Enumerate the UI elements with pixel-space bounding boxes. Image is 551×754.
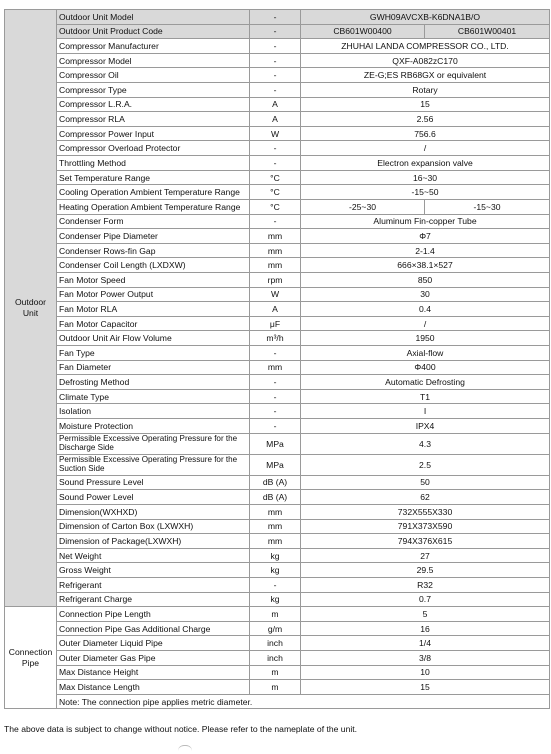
param-name: Defrosting Method xyxy=(57,375,250,390)
table-row xyxy=(5,141,550,156)
table-row xyxy=(5,185,550,200)
param-unit: m xyxy=(250,665,301,680)
param-value: 666×38.1×527 xyxy=(301,258,550,273)
param-unit: - xyxy=(250,83,301,98)
footnote: The above data is subject to change without notice. Please refer to the nameplate of the unit. xyxy=(4,724,358,734)
param-value: T1 xyxy=(301,389,550,404)
param-name: Condenser Form xyxy=(57,214,250,229)
param-value: 15 xyxy=(301,97,550,112)
param-name: Outdoor Unit Model xyxy=(57,10,250,25)
param-unit: A xyxy=(250,112,301,127)
param-name: Outdoor Unit Product Code xyxy=(57,24,250,39)
table-row xyxy=(5,548,550,563)
table-row xyxy=(5,243,550,258)
param-unit: dB (A) xyxy=(250,490,301,505)
param-unit: °C xyxy=(250,170,301,185)
param-unit: m xyxy=(250,607,301,622)
param-value: 4.3 xyxy=(301,433,550,454)
param-unit: m³/h xyxy=(250,331,301,346)
param-value: I xyxy=(301,404,550,419)
param-name: Permissible Excessive Operating Pressure for the Discharge Side xyxy=(57,433,250,454)
table-row xyxy=(5,577,550,592)
table-row xyxy=(5,214,550,229)
param-value: GWH09AVCXB-K6DNA1B/O xyxy=(301,10,550,25)
param-name: Sound Power Level xyxy=(57,490,250,505)
param-value: QXF-A082zC170 xyxy=(301,53,550,68)
param-unit: A xyxy=(250,302,301,317)
param-unit: - xyxy=(250,389,301,404)
table-row xyxy=(5,126,550,141)
param-unit: inch xyxy=(250,650,301,665)
param-name: Compressor RLA xyxy=(57,112,250,127)
group-label: Outdoor Unit xyxy=(5,10,57,607)
param-unit: dB (A) xyxy=(250,475,301,490)
table-row xyxy=(5,156,550,171)
param-name: Max Distance Height xyxy=(57,665,250,680)
param-value: Φ400 xyxy=(301,360,550,375)
param-value: 791X373X590 xyxy=(301,519,550,534)
param-name: Sound Pressure Level xyxy=(57,475,250,490)
param-value: 2-1.4 xyxy=(301,243,550,258)
table-row xyxy=(5,97,550,112)
param-name: Fan Diameter xyxy=(57,360,250,375)
param-name: Net Weight xyxy=(57,548,250,563)
param-name: Fan Motor RLA xyxy=(57,302,250,317)
table-row xyxy=(5,454,550,475)
table-row xyxy=(5,404,550,419)
table-row xyxy=(5,83,550,98)
spec-table-body xyxy=(5,10,550,709)
table-row xyxy=(5,680,550,695)
table-row xyxy=(5,592,550,607)
param-name: Gross Weight xyxy=(57,563,250,578)
param-name: Set Temperature Range xyxy=(57,170,250,185)
param-unit: W xyxy=(250,126,301,141)
param-unit: - xyxy=(250,53,301,68)
param-value: 850 xyxy=(301,272,550,287)
table-row xyxy=(5,621,550,636)
param-value: 30 xyxy=(301,287,550,302)
param-name: Fan Motor Speed xyxy=(57,272,250,287)
param-unit: - xyxy=(250,10,301,25)
param-unit: - xyxy=(250,346,301,361)
table-row xyxy=(5,346,550,361)
param-value: 0.7 xyxy=(301,592,550,607)
param-value: -25~30 xyxy=(301,199,425,214)
param-unit: m xyxy=(250,680,301,695)
param-value: 15 xyxy=(301,680,550,695)
param-unit: mm xyxy=(250,243,301,258)
param-unit: - xyxy=(250,577,301,592)
spec-table xyxy=(4,9,550,709)
param-value: 10 xyxy=(301,665,550,680)
param-value: CB601W00401 xyxy=(425,24,550,39)
param-value: Aluminum Fin-copper Tube xyxy=(301,214,550,229)
table-row xyxy=(5,563,550,578)
table-row xyxy=(5,112,550,127)
table-row xyxy=(5,272,550,287)
param-value: 2.56 xyxy=(301,112,550,127)
param-value: -15~50 xyxy=(301,185,550,200)
table-row xyxy=(5,316,550,331)
param-unit: °C xyxy=(250,185,301,200)
param-unit: - xyxy=(250,141,301,156)
param-value: 1950 xyxy=(301,331,550,346)
param-name: Dimension(WXHXD) xyxy=(57,504,250,519)
table-row xyxy=(5,302,550,317)
param-name: Condenser Pipe Diameter xyxy=(57,229,250,244)
param-value: 16 xyxy=(301,621,550,636)
param-value: R32 xyxy=(301,577,550,592)
param-unit: - xyxy=(250,375,301,390)
param-name: Connection Pipe Length xyxy=(57,607,250,622)
table-row xyxy=(5,694,550,709)
table-row xyxy=(5,636,550,651)
table-row xyxy=(5,287,550,302)
param-name: Compressor Type xyxy=(57,83,250,98)
param-unit: mm xyxy=(250,504,301,519)
param-value: 62 xyxy=(301,490,550,505)
table-row xyxy=(5,475,550,490)
table-row xyxy=(5,375,550,390)
param-unit: - xyxy=(250,404,301,419)
param-name: Max Distance Length xyxy=(57,680,250,695)
param-unit: μF xyxy=(250,316,301,331)
table-row xyxy=(5,419,550,434)
param-name: Dimension of Package(LXWXH) xyxy=(57,534,250,549)
param-name: Outer Diameter Liquid Pipe xyxy=(57,636,250,651)
group-label: Connection Pipe xyxy=(5,607,57,709)
param-name: Compressor Model xyxy=(57,53,250,68)
table-row xyxy=(5,39,550,54)
param-unit: kg xyxy=(250,548,301,563)
param-name: Compressor Oil xyxy=(57,68,250,83)
param-name: Fan Motor Power Output xyxy=(57,287,250,302)
param-name: Isolation xyxy=(57,404,250,419)
param-unit: MPa xyxy=(250,454,301,475)
param-value: 2.5 xyxy=(301,454,550,475)
param-value: 50 xyxy=(301,475,550,490)
table-row xyxy=(5,504,550,519)
param-unit: mm xyxy=(250,519,301,534)
param-value: 16~30 xyxy=(301,170,550,185)
param-name: Compressor Power Input xyxy=(57,126,250,141)
table-row xyxy=(5,389,550,404)
param-name: Permissible Excessive Operating Pressure for the Suction Side xyxy=(57,454,250,475)
param-name: Condenser Coil Length (LXDXW) xyxy=(57,258,250,273)
table-row xyxy=(5,10,550,25)
param-unit: - xyxy=(250,68,301,83)
table-row xyxy=(5,534,550,549)
table-row xyxy=(5,24,550,39)
param-name: Compressor L.R.A. xyxy=(57,97,250,112)
param-unit: mm xyxy=(250,360,301,375)
param-value: / xyxy=(301,141,550,156)
table-row xyxy=(5,199,550,214)
param-name: Throttling Method xyxy=(57,156,250,171)
param-value: Axial-flow xyxy=(301,346,550,361)
param-value: CB601W00400 xyxy=(301,24,425,39)
param-value: Automatic Defrosting xyxy=(301,375,550,390)
param-name: Fan Motor Capacitor xyxy=(57,316,250,331)
table-row xyxy=(5,665,550,680)
param-name: Condenser Rows-fin Gap xyxy=(57,243,250,258)
param-name: Compressor Overload Protector xyxy=(57,141,250,156)
param-value: Φ7 xyxy=(301,229,550,244)
table-row xyxy=(5,170,550,185)
param-value: Electron expansion valve xyxy=(301,156,550,171)
param-unit: mm xyxy=(250,229,301,244)
param-unit: °C xyxy=(250,199,301,214)
param-unit: rpm xyxy=(250,272,301,287)
param-name: Moisture Protection xyxy=(57,419,250,434)
param-unit: mm xyxy=(250,258,301,273)
param-unit: kg xyxy=(250,592,301,607)
param-value: 732X555X330 xyxy=(301,504,550,519)
table-row xyxy=(5,360,550,375)
param-unit: g/m xyxy=(250,621,301,636)
param-name: Refrigerant xyxy=(57,577,250,592)
param-value: ZHUHAI LANDA COMPRESSOR CO., LTD. xyxy=(301,39,550,54)
param-value: 29.5 xyxy=(301,563,550,578)
table-row xyxy=(5,53,550,68)
table-row xyxy=(5,258,550,273)
param-value: 0.4 xyxy=(301,302,550,317)
param-value: 5 xyxy=(301,607,550,622)
param-unit: - xyxy=(250,156,301,171)
param-unit: mm xyxy=(250,534,301,549)
param-value: ZE-G;ES RB68GX or equivalent xyxy=(301,68,550,83)
param-unit: inch xyxy=(250,636,301,651)
table-row xyxy=(5,229,550,244)
param-name: Compressor Manufacturer xyxy=(57,39,250,54)
table-row xyxy=(5,68,550,83)
param-unit: MPa xyxy=(250,433,301,454)
param-name: Heating Operation Ambient Temperature Range xyxy=(57,199,250,214)
param-value: 794X376X615 xyxy=(301,534,550,549)
param-value: / xyxy=(301,316,550,331)
param-name: Fan Type xyxy=(57,346,250,361)
table-row xyxy=(5,519,550,534)
param-value: -15~30 xyxy=(425,199,550,214)
param-value: 3/8 xyxy=(301,650,550,665)
param-unit: W xyxy=(250,287,301,302)
param-value: Rotary xyxy=(301,83,550,98)
table-row xyxy=(5,331,550,346)
table-row xyxy=(5,490,550,505)
param-name: Connection Pipe Gas Additional Charge xyxy=(57,621,250,636)
param-unit: kg xyxy=(250,563,301,578)
param-name: Outdoor Unit Air Flow Volume xyxy=(57,331,250,346)
param-value: 756.6 xyxy=(301,126,550,141)
param-unit: - xyxy=(250,39,301,54)
param-unit: - xyxy=(250,419,301,434)
param-name: Outer Diameter Gas Pipe xyxy=(57,650,250,665)
param-unit: - xyxy=(250,214,301,229)
param-unit: - xyxy=(250,24,301,39)
param-value: IPX4 xyxy=(301,419,550,434)
param-name: Climate Type xyxy=(57,389,250,404)
table-row xyxy=(5,607,550,622)
param-name: Dimension of Carton Box (LXWXH) xyxy=(57,519,250,534)
param-value: 1/4 xyxy=(301,636,550,651)
pipe-note: Note: The connection pipe applies metric diameter. xyxy=(57,694,550,709)
param-name: Cooling Operation Ambient Temperature Range xyxy=(57,185,250,200)
table-row xyxy=(5,433,550,454)
param-unit: A xyxy=(250,97,301,112)
table-row xyxy=(5,650,550,665)
param-name: Refrigerant Charge xyxy=(57,592,250,607)
param-value: 27 xyxy=(301,548,550,563)
